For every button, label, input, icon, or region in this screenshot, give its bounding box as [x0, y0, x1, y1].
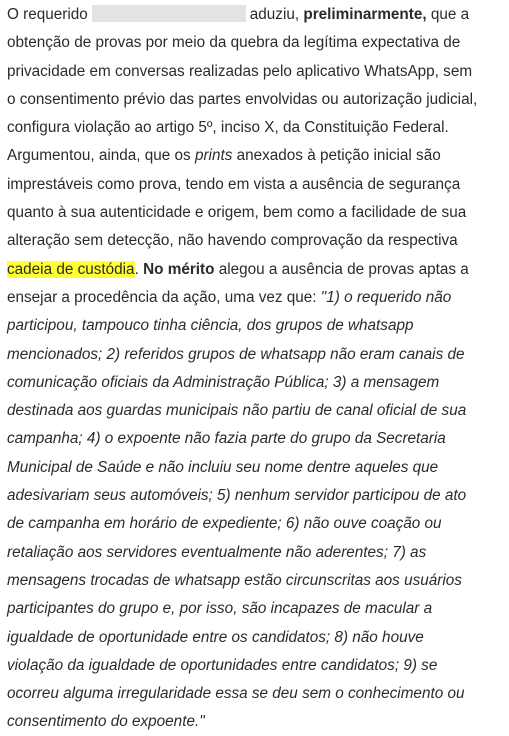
- quoted-italic-line: campanha; 4) o expoente não fazia parte do grupo da Secretaria: [7, 430, 446, 448]
- text-run: aduziu,: [249, 6, 304, 23]
- text-line: privacidade em conversas realizadas pelo aplicativo WhatsApp, sem: [7, 62, 473, 80]
- text-run: ensejar a procedência da ação, uma vez que:: [7, 288, 321, 306]
- italic-term-prints: prints: [194, 147, 233, 165]
- quoted-italic-line: Municipal de Saúde e não incluiu seu nome dentre aqueles que: [7, 458, 439, 476]
- text-line: [7, 255, 505, 283]
- document-paragraph: [7, 0, 505, 736]
- quoted-italic-line: igualdade de oportunidade entre os candidatos; 8) não houve: [7, 628, 424, 646]
- highlighted-term-cadeia-de-custodia: cadeia de custódia: [7, 260, 135, 278]
- quoted-italic-line: retaliação aos servidores eventualmente não aderentes; 7) as: [7, 543, 427, 561]
- quoted-italic-line: de campanha em horário de expediente; 6) não ouve coação ou: [7, 515, 442, 533]
- text-run: Argumentou, ainda, que os: [7, 147, 195, 165]
- text-line: imprestáveis como prova, tendo em vista a ausência de segurança: [7, 175, 461, 193]
- quoted-italic-run: "1) o requerido não: [320, 288, 452, 306]
- quoted-italic-line: consentimento do expoente.": [7, 713, 205, 731]
- text-line: quanto à sua autenticidade e origem, bem como a facilidade de sua: [7, 204, 467, 222]
- quoted-italic-line: participantes do grupo e, por isso, são incapazes de macular a: [7, 600, 433, 618]
- bold-term-no-merito: No mérito: [143, 260, 215, 278]
- quoted-italic-line: destinada aos guardas municipais não partiu de canal oficial de sua: [7, 402, 467, 420]
- text-run: que a: [426, 6, 470, 23]
- text-run: alegou a ausência de provas aptas a: [214, 260, 469, 278]
- quoted-italic-line: ocorreu alguma irregularidade essa se deu sem o conhecimento ou: [7, 685, 465, 703]
- quoted-italic-line: mencionados; 2) referidos grupos de whatsapp não eram canais de: [7, 345, 465, 363]
- text-line: [7, 283, 505, 311]
- quoted-italic-line: comunicação oficiais da Administração Pública; 3) a mensagem: [7, 373, 440, 391]
- text-line: obtenção de provas por meio da quebra da legítima expectativa de: [7, 34, 461, 52]
- text-run: .: [134, 260, 144, 278]
- text-line: alteração sem detecção, não havendo comprovação da respectiva: [7, 232, 458, 250]
- quoted-italic-line: violação da igualdade de oportunidades entre candidatos; 9) se: [7, 656, 438, 674]
- quoted-italic-line: adesivariam seus automóveis; 5) nenhum servidor participou de ato: [7, 487, 467, 505]
- text-line: [7, 141, 505, 169]
- quoted-italic-line: participou, tampouco tinha ciência, dos grupos de whatsapp: [7, 317, 414, 335]
- text-run: O requerido: [7, 6, 88, 23]
- text-line: [7, 0, 505, 28]
- text-run: anexados à petição inicial são: [232, 147, 441, 165]
- text-line: configura violação ao artigo 5º, inciso X, da Constituição Federal.: [7, 119, 449, 137]
- quoted-italic-line: mensagens trocadas de whatsapp estão circunscritas aos usuários: [7, 571, 462, 589]
- bold-term-preliminarmente: preliminarmente,: [303, 6, 427, 23]
- redacted-name-block: [92, 5, 246, 22]
- text-line: o consentimento prévio das partes envolvidas ou autorização judicial,: [7, 90, 478, 108]
